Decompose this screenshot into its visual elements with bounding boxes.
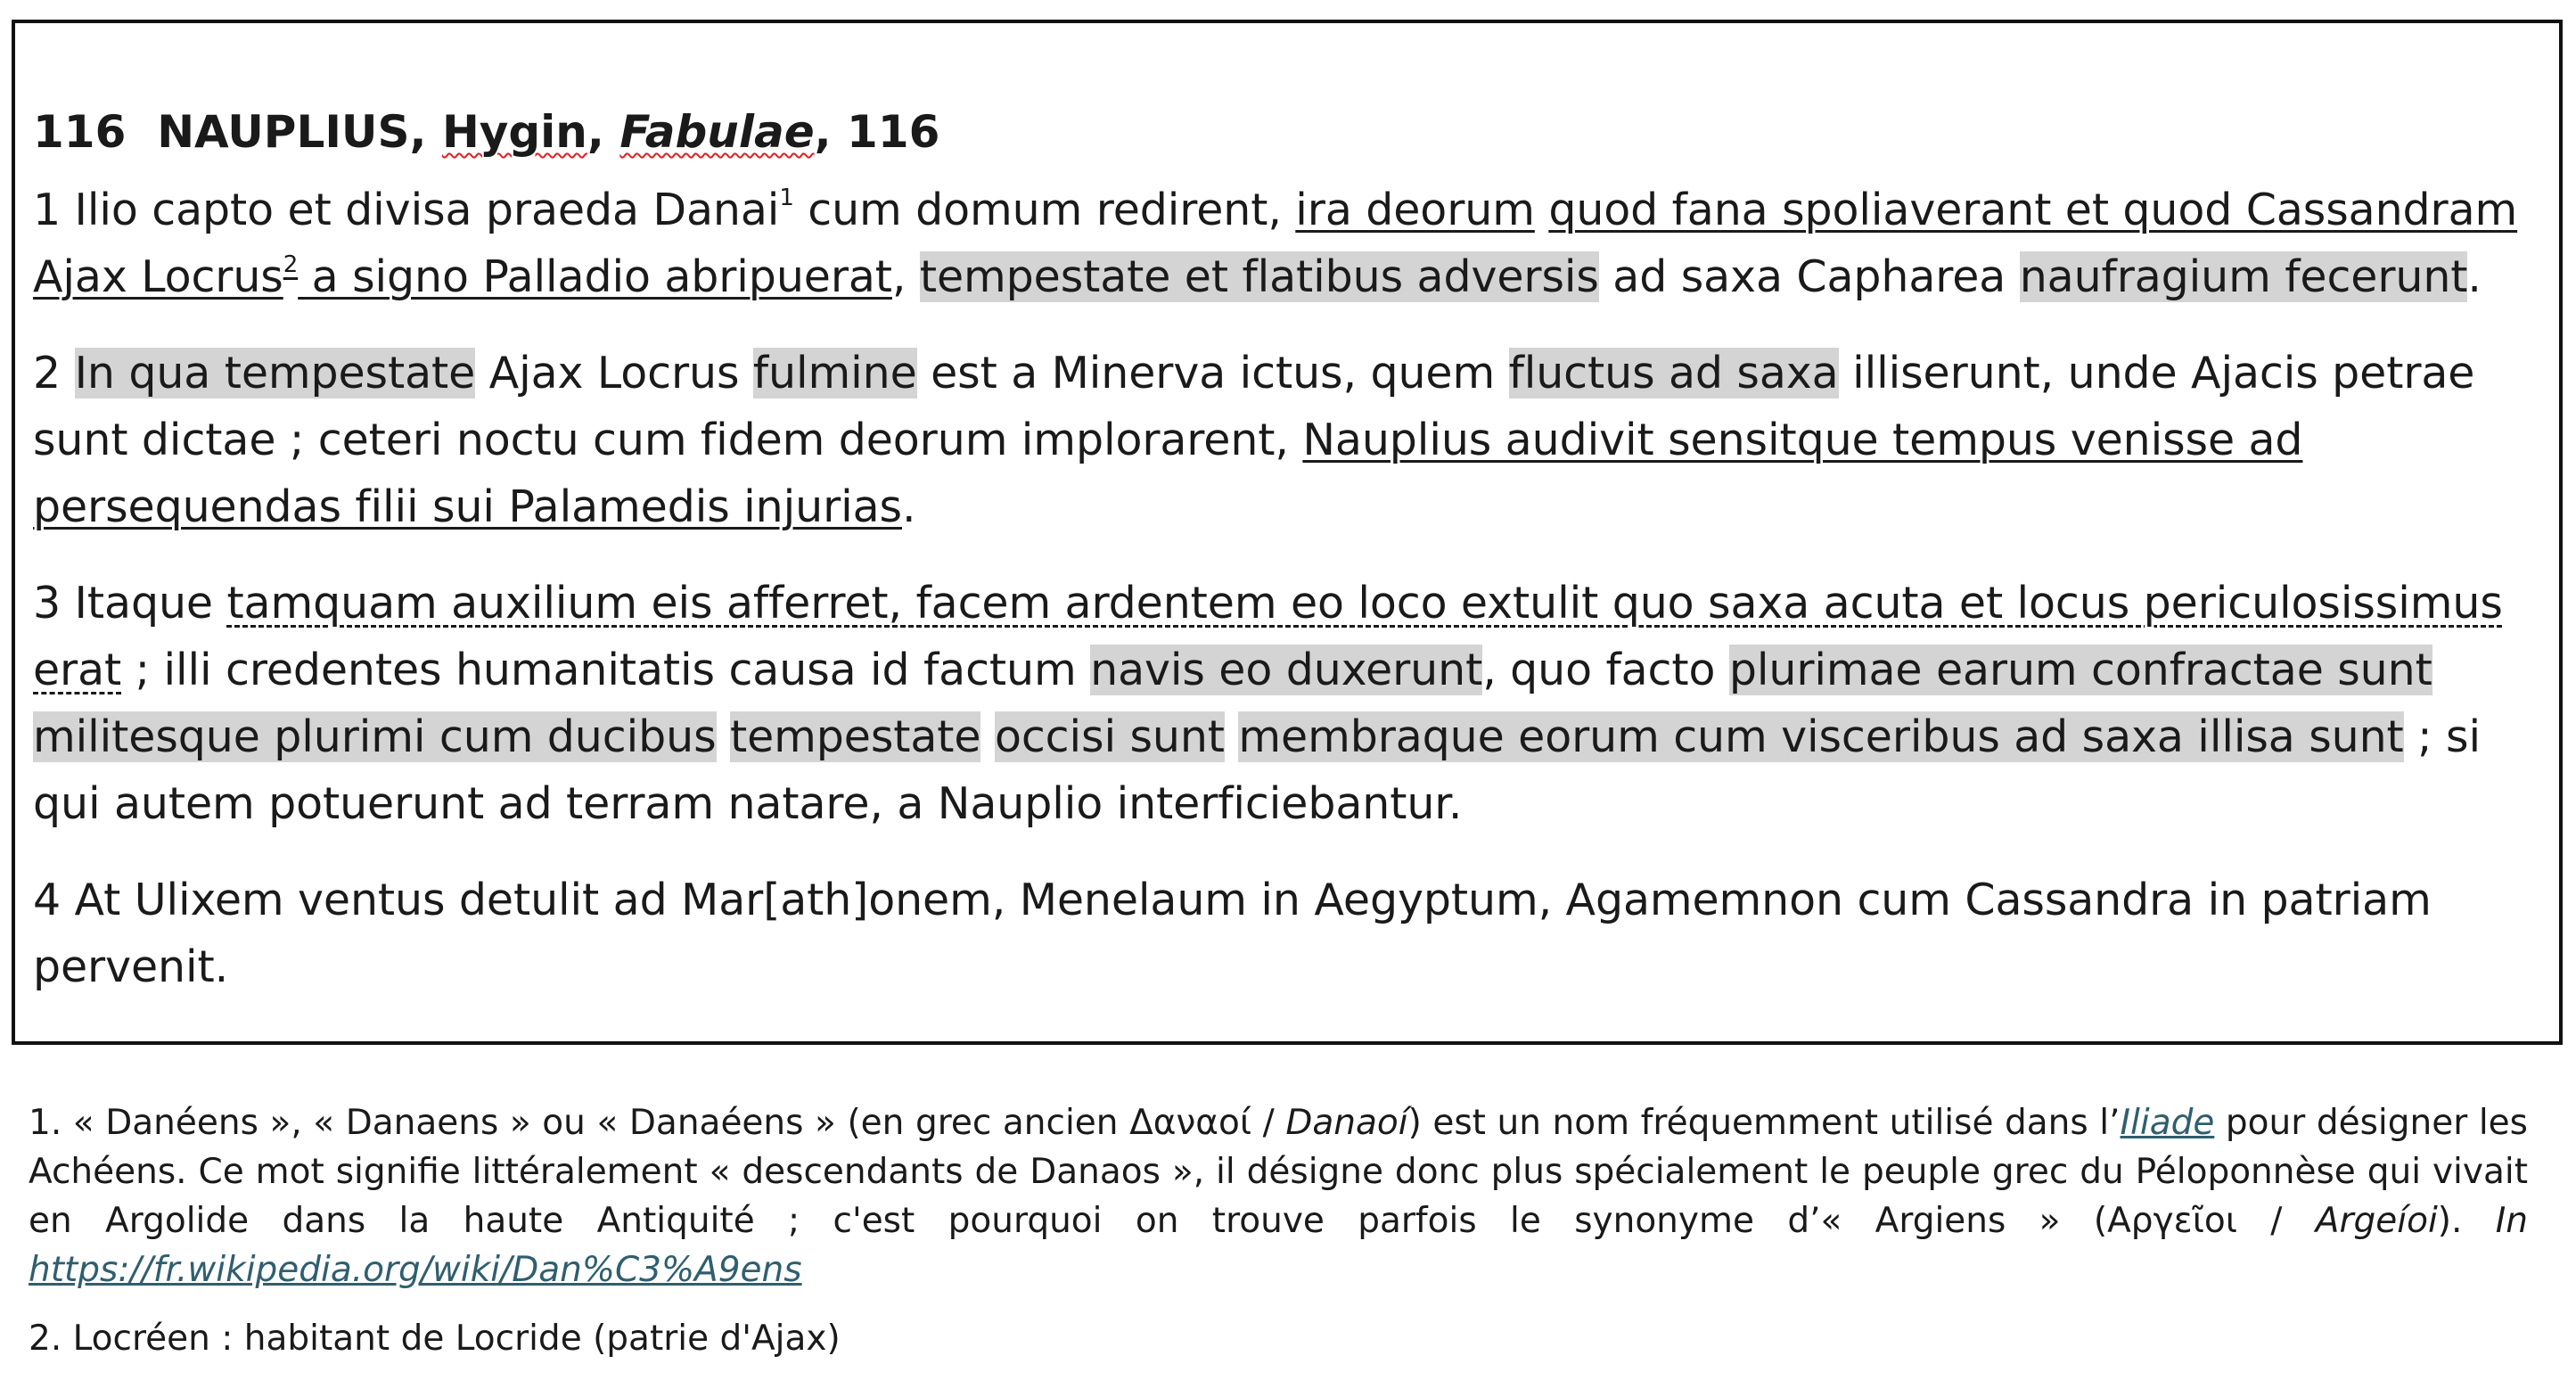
p1-text: ,	[891, 251, 920, 302]
note1-text: 1. « Danéens », « Danaens » ou « Danaéens » (en grec ancien Δαναοί /	[29, 1103, 1286, 1143]
iliade-link[interactable]: Iliade	[2120, 1103, 2215, 1143]
p1-highlight: naufragium fecerunt	[2019, 251, 2468, 302]
paragraph-1	[33, 177, 2547, 310]
p2-text: .	[902, 481, 916, 532]
p1-text	[1535, 185, 1548, 235]
p1-highlight: tempestate et flatibus adversis	[919, 251, 1599, 302]
p1-underlined: quod fana spoliaverant et quod Cassandram Ajax Locrus	[33, 185, 2518, 302]
footnotes	[29, 1098, 2528, 1383]
heading-author: Hygin	[441, 106, 587, 158]
p3-highlight: navis eo duxerunt	[1090, 645, 1483, 695]
paragraph-4	[33, 867, 2547, 1000]
heading	[33, 100, 2547, 164]
p3-dotted-underline: tamquam auxilium eis afferret, facem ardentem eo loco extulit quo saxa acuta et locus periculosissimus erat	[33, 578, 2503, 695]
footnote-2: 2. Locréen : habitant de Locride (patrie d'Ajax)	[29, 1319, 841, 1359]
p4-text: 4 At Ulixem ventus detulit ad Mar[ath]onem, Menelaum in Aegyptum, Agamemnon cum Cassandra in patriam pervenit.	[33, 875, 2432, 992]
p2-highlight: fulmine	[752, 348, 917, 399]
heading-work: Fabulae	[619, 106, 815, 158]
note1-italic: Argeíoi	[2315, 1201, 2438, 1241]
heading-number: 116	[33, 106, 127, 158]
heading-separator: ,	[587, 106, 620, 158]
p1-underlined: ira deorum	[1295, 185, 1535, 235]
text-box	[12, 20, 2563, 1045]
p3-highlight: membraque eorum cum visceribus ad saxa illisa sunt	[1238, 711, 2404, 762]
heading-tail: , 116	[814, 106, 940, 158]
p2-underlined: Nauplius audivit sensitque tempus venisse ad persequendas filii sui Palamedis injurias	[33, 415, 2303, 532]
footnote-1	[29, 1098, 2528, 1294]
p3-text	[980, 711, 994, 762]
note1-text: ).	[2437, 1201, 2496, 1241]
heading-name: NAUPLIUS,	[157, 106, 442, 158]
note1-italic: In	[2495, 1201, 2528, 1241]
p2-text: illiserunt, unde Ajacis petrae sunt dictae ; ceteri noctu cum fidem deorum implorarent,	[33, 348, 2475, 465]
p3-text: ; si qui autem potuerunt ad terram natare, a Nauplio interficiebantur.	[33, 711, 2481, 829]
p3-text: , quo facto	[1482, 645, 1729, 695]
p1-text: cum domum redirent,	[793, 185, 1296, 235]
footnote-ref-2[interactable]: 2	[283, 251, 299, 278]
p2-highlight: In qua tempestate	[74, 348, 476, 399]
footnote-ref-1[interactable]: 1	[779, 185, 794, 211]
p3-highlight: plurimae earum confractae sunt militesque plurimi cum ducibus	[33, 645, 2432, 762]
p3-text	[717, 711, 730, 762]
text-box-content	[33, 100, 2547, 1030]
p3-highlight: occisi sunt	[994, 711, 1225, 762]
wikipedia-link[interactable]: https://fr.wikipedia.org/wiki/Dan%C3%A9ens	[29, 1250, 802, 1290]
p3-text: ; illi credentes humanitatis causa id factum	[121, 645, 1091, 695]
p2-text: Ajax Locrus	[475, 348, 753, 399]
p1-underlined: a signo Palladio abripuerat	[298, 251, 892, 302]
note1-italic: Danaoí	[1285, 1103, 1408, 1143]
note1-text: pour désigner les Achéens. Ce mot signifie littéralement « descendants de Danaos », il désigne donc plus spécialement le peuple grec du Péloponnèse qui vivait en Argolide dans la haute Antiquité ; c'est pourquoi on trouve parfois le synonyme d’« Argiens » (Αργεῖοι /	[29, 1103, 2528, 1241]
p2-highlight: fluctus ad saxa	[1508, 348, 1839, 399]
paragraph-3	[33, 570, 2547, 837]
p2-text: est a Minerva ictus, quem	[916, 348, 1509, 399]
p3-text: 3 Itaque	[33, 578, 227, 629]
p1-text: 1 Ilio capto et divisa praeda Danai	[33, 185, 780, 235]
note1-text: ) est un nom fréquemment utilisé dans l’	[1407, 1103, 2121, 1143]
p3-highlight: tempestate	[730, 711, 981, 762]
paragraph-2	[33, 340, 2547, 540]
p3-text	[1225, 711, 1238, 762]
p2-text: 2	[33, 348, 75, 399]
p1-text: .	[2467, 251, 2482, 302]
p1-text: ad saxa Capharea	[1598, 251, 2020, 302]
